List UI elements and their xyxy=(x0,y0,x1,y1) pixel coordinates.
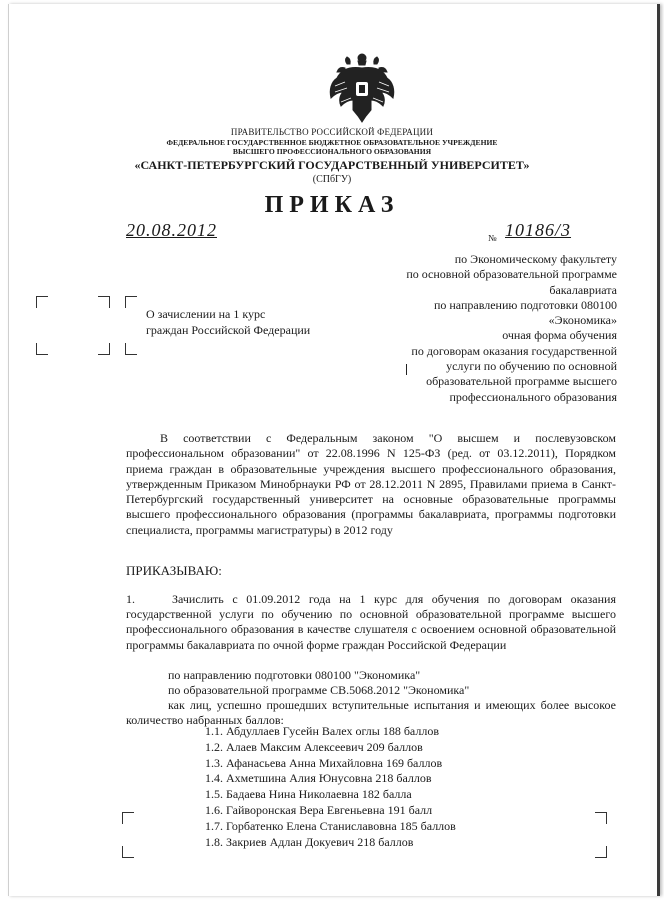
order-number-label: № xyxy=(488,233,497,243)
university-name: «САНКТ-ПЕТЕРБУРГСКИЙ ГОСУДАРСТВЕННЫЙ УНИВЕРСИТЕТ» xyxy=(134,158,530,172)
subject-line-2: граждан Российской Федерации xyxy=(146,323,311,337)
scope-line: по Экономическому факультету xyxy=(454,252,617,266)
student-entry: 1.7. Горбатенко Елена Станиславовна 185 баллов xyxy=(205,818,456,833)
student-entry: 1.1. Абдуллаев Гусейн Валех оглы 188 баллов xyxy=(205,724,439,738)
student-entry: 1.6. Гайворонская Вера Евгеньевна 191 балл xyxy=(205,802,433,817)
order-number: 10186/3 xyxy=(505,220,572,240)
double-headed-eagle-emblem xyxy=(327,52,397,124)
order-word: ПРИКАЗЫВАЮ: xyxy=(126,563,222,578)
student-entry: 1.3. Афанасьева Анна Михайловна 169 баллов xyxy=(205,755,443,770)
scope-line: услуги по обучению по основной xyxy=(446,359,617,374)
condition-line: как лиц, успешно прошедших вступительные испытания и имеющих более высокое количество набранных баллов: xyxy=(126,698,616,728)
subject-bracket-bottom-left xyxy=(36,343,48,355)
institution-line-2: ВЫСШЕГО ПРОФЕССИОНАЛЬНОГО ОБРАЗОВАНИЯ xyxy=(232,147,432,156)
footer-bracket-left xyxy=(122,812,134,824)
subject-line-1: О зачислении на 1 курс xyxy=(146,307,266,321)
student-entry: 1.5. Бадаева Нина Николаевна 182 балла xyxy=(205,787,412,802)
scope-line: профессионального образования xyxy=(449,389,617,404)
university-abbreviation: (СПбГУ) xyxy=(312,174,352,185)
student-entry: 1.8. Закриев Адлан Докуевич 218 баллов xyxy=(205,834,414,849)
item-number: 1. xyxy=(126,592,135,606)
subject-bracket-top-left-inner xyxy=(125,296,137,308)
preamble-paragraph: В соответствии с Федеральным законом "О высшем и послевузовском профессиональном образовании" от 22.08.1996 N 125-ФЗ (ред. от 03.12.2011), Порядком приема граждан в образовательные учреждения высшего профессионального образования, утвержденным Приказом Минобрнауки РФ от 28.12.2011 N 2895, Правилами приема в Санкт-Петербургский государственный университет на основные образовательные программы высшего профессионального образования (программы бакалавриата, программы подготовки специалиста, программы магистратуры) в 2012 году xyxy=(126,431,616,537)
direction-line: по направлению подготовки 080100 "Экономика" xyxy=(168,668,421,682)
student-entry: 1.2. Алаев Максим Алексеевич 209 баллов xyxy=(205,739,423,754)
scope-line: «Экономика» xyxy=(548,313,617,328)
student-entry: 1.4. Ахметшина Алия Юнусовна 218 баллов xyxy=(205,771,432,786)
margin-mark xyxy=(406,364,407,375)
order-date: 20.08.2012 xyxy=(126,220,217,240)
scope-line: бакалавриата xyxy=(549,282,617,297)
order-scope-block xyxy=(406,252,617,405)
footer-bracket-bottom-right xyxy=(595,846,607,858)
order-subject xyxy=(146,306,310,338)
scope-line: по основной образовательной программе xyxy=(406,267,617,282)
footer-bracket-bottom-left xyxy=(122,846,134,858)
footer-bracket-right xyxy=(595,812,607,824)
scope-line: по направлению подготовки 080100 xyxy=(433,297,617,312)
subject-bracket-top-left xyxy=(36,296,48,308)
subject-bracket-top-right xyxy=(98,296,110,308)
subject-bracket-bottom-left-inner xyxy=(125,343,137,355)
program-line: по образовательной программе СВ.5068.2012 "Экономика" xyxy=(168,683,470,697)
order-item-1 xyxy=(126,592,616,653)
scope-line: образовательной программе высшего xyxy=(426,374,617,389)
scope-line: по договорам оказания государственной xyxy=(411,343,617,358)
item-text: Зачислить с 01.09.2012 года на 1 курс для обучения по договорам оказания государственной услуги по обучению по основной образовательной программе высшего профессионального образования в качестве слушателя с освоением основной образовательной программы бакалавриата по очной форме граждан Российской Федерации xyxy=(126,592,616,652)
scope-line: очная форма обучения xyxy=(502,328,617,343)
students-list xyxy=(205,724,456,850)
institution-line-1: ФЕДЕРАЛЬНОЕ ГОСУДАРСТВЕННОЕ БЮДЖЕТНОЕ ОБРАЗОВАТЕЛЬНОЕ УЧРЕЖДЕНИЕ xyxy=(166,138,498,147)
government-heading: ПРАВИТЕЛЬСТВО РОССИЙСКОЙ ФЕДЕРАЦИИ xyxy=(230,127,434,137)
subject-bracket-bottom-right xyxy=(98,343,110,355)
document-title: ПРИКАЗ xyxy=(264,192,400,218)
institution-heading xyxy=(0,138,664,156)
